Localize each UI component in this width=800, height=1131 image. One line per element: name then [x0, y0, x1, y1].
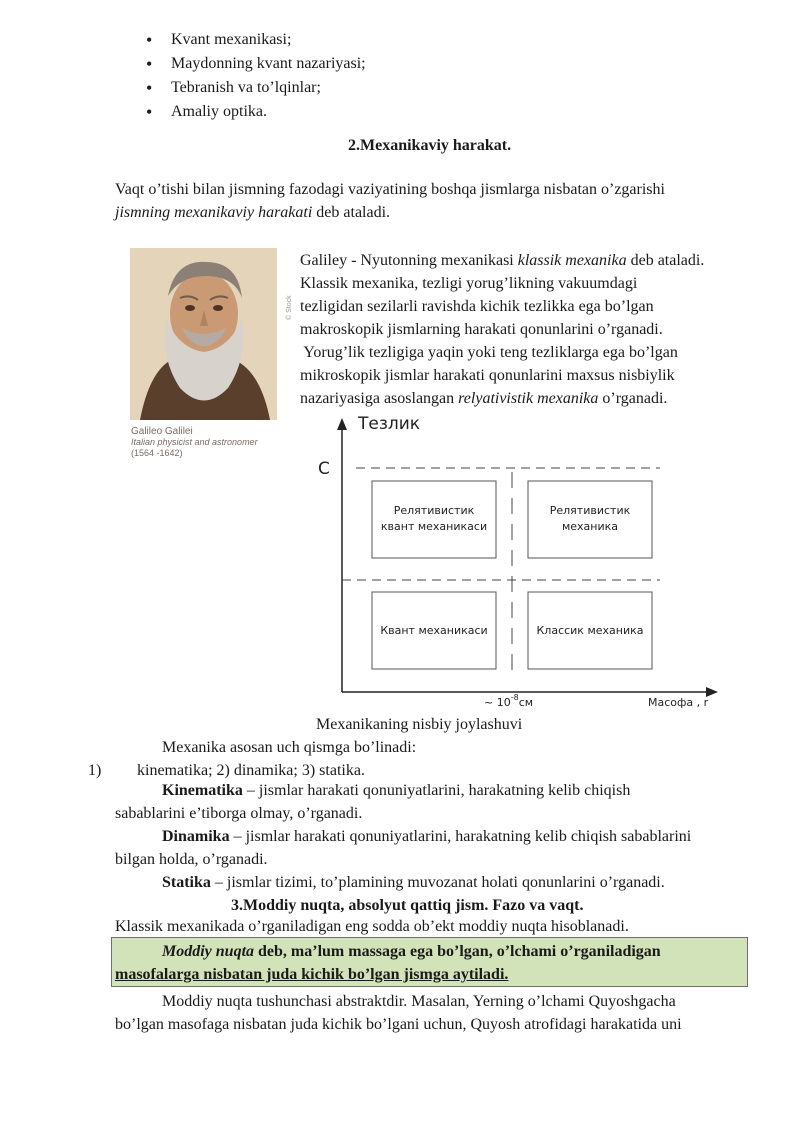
box-label: Релятивистик [549, 504, 631, 517]
x-axis-label: Масофа , r [648, 696, 709, 709]
topic-list [146, 28, 366, 124]
text-span: deb ataladi. [626, 252, 705, 269]
term-kinematika: Kinematika [162, 782, 243, 799]
paragraph-line: Mexanika asosan uch qismga bo’linadi: [162, 739, 417, 756]
portrait-illustration [130, 248, 277, 420]
definition-line [162, 941, 661, 963]
c-label: C [318, 459, 330, 479]
box-label: Классик механика [536, 624, 644, 637]
caption-name: Galileo Galilei [131, 426, 193, 437]
text-span: – jismlar harakati qonuniyatlarini, harakatning kelib chiqish sabablarini [229, 828, 692, 845]
text-span: – jismlar harakati qonuniyatlarini, harakatning kelib chiqish [242, 782, 631, 799]
paragraph-line: makroskopik jismlarning harakati qonunlarini o’rganadi. [300, 321, 663, 338]
text-span: deb, ma’lum massaga ega bo’lgan, o’lchami o’rganiladigan [254, 943, 661, 960]
paragraph-line: Moddiy nuqta tushunchasi abstraktdir. Masalan, Yerning o’lchami Quyoshgacha [162, 993, 676, 1010]
portrait-caption [131, 426, 258, 459]
list-item: • Tebranish va to’lqinlar; [146, 76, 366, 100]
paragraph-line [162, 872, 665, 894]
text-span: Galiley - Nyutonning mexanikasi [300, 252, 518, 269]
term-dinamika: Dinamika [162, 828, 230, 845]
paragraph-line [162, 826, 691, 848]
paragraph-line: Yorug’lik tezligiga yaqin yoki teng tezliklarga ega bo’lgan [300, 344, 678, 361]
paragraph-line [115, 202, 390, 224]
galileo-portrait [130, 248, 277, 420]
y-axis-label: Тезлик [358, 414, 421, 434]
paragraph-line [300, 388, 667, 410]
italic-term: jismning mexanikaviy harakati [115, 204, 313, 221]
y-axis-arrow [337, 418, 347, 430]
x-tick-base: ~ 10 [484, 696, 511, 709]
text-span: nazariyasiga asoslangan [300, 390, 459, 407]
figure-caption: Mexanikaning nisbiy joylashuvi [316, 716, 523, 733]
list-item: • Kvant mexanikasi; [146, 28, 366, 52]
section-heading: 2.Mexanikaviy harakat. [348, 137, 512, 154]
text-span: o’rganadi. [598, 390, 668, 407]
paragraph-line: Klassik mexanika, tezligi yorug’likning vakuumdagi [300, 275, 638, 292]
italic-term: klassik mexanika [517, 252, 627, 269]
box-label: Релятивистик [393, 504, 475, 517]
italic-term: Moddiy nuqta [162, 943, 255, 960]
italic-term: relyativistik mexanika [458, 390, 599, 407]
list-number: 1) [88, 762, 102, 779]
image-watermark: © Stock [286, 295, 293, 320]
definition-line: masofalarga nisbatan juda kichik bo’lgan jismga aytiladi. [115, 966, 509, 983]
list-item: • Maydonning kvant nazariyasi; [146, 52, 366, 76]
paragraph-line: mikroskopik jismlar harakati qonunlarini maxsus nisbiylik [300, 367, 675, 384]
x-tick-exponent: -8 [510, 693, 519, 702]
definition-box [111, 937, 748, 987]
paragraph-line: kinematika; 2) dinamika; 3) statika. [137, 762, 365, 779]
paragraph-line [300, 250, 704, 272]
text-span: deb ataladi. [312, 204, 391, 221]
text-span: – jismlar tizimi, to’plamining muvozanat holati qonunlarini o’rganadi. [210, 874, 665, 891]
paragraph-line: bilgan holda, o’rganadi. [115, 851, 268, 868]
box-label: квант механикаси [380, 520, 488, 533]
list-item: • Amaliy optika. [146, 100, 366, 124]
paragraph-line [162, 780, 630, 802]
box-label: механика [561, 520, 619, 533]
paragraph-line: tezligidan sezilarli ravishda kichik tezlikka ega bo’lgan [300, 298, 654, 315]
caption-years: (1564 -1642) [131, 448, 183, 458]
paragraph-line: sabablarini e’tiborga olmay, o’rganadi. [115, 805, 363, 822]
section-heading: 3.Moddiy nuqta, absolyut qattiq jism. Fazo va vaqt. [231, 897, 584, 914]
caption-subtitle: Italian physicist and astronomer [131, 437, 258, 447]
term-statika: Statika [162, 874, 211, 891]
paragraph-line: Klassik mexanikada o’rganiladigan eng sodda ob’ekt moddiy nuqta hisoblanadi. [115, 918, 629, 935]
paragraph-line: Vaqt o’tishi bilan jismning fazodagi vaziyatining boshqa jismlarga nisbatan o’zgarishi [115, 181, 665, 198]
mechanics-diagram [300, 410, 730, 710]
box-label: Квант механикаси [380, 624, 488, 637]
paragraph-line: bo’lgan masofaga nisbatan juda kichik bo’lgani uchun, Quyosh atrofidagi harakatida uni [115, 1016, 682, 1033]
x-tick-label [484, 693, 533, 709]
x-tick-unit: см [518, 696, 534, 709]
